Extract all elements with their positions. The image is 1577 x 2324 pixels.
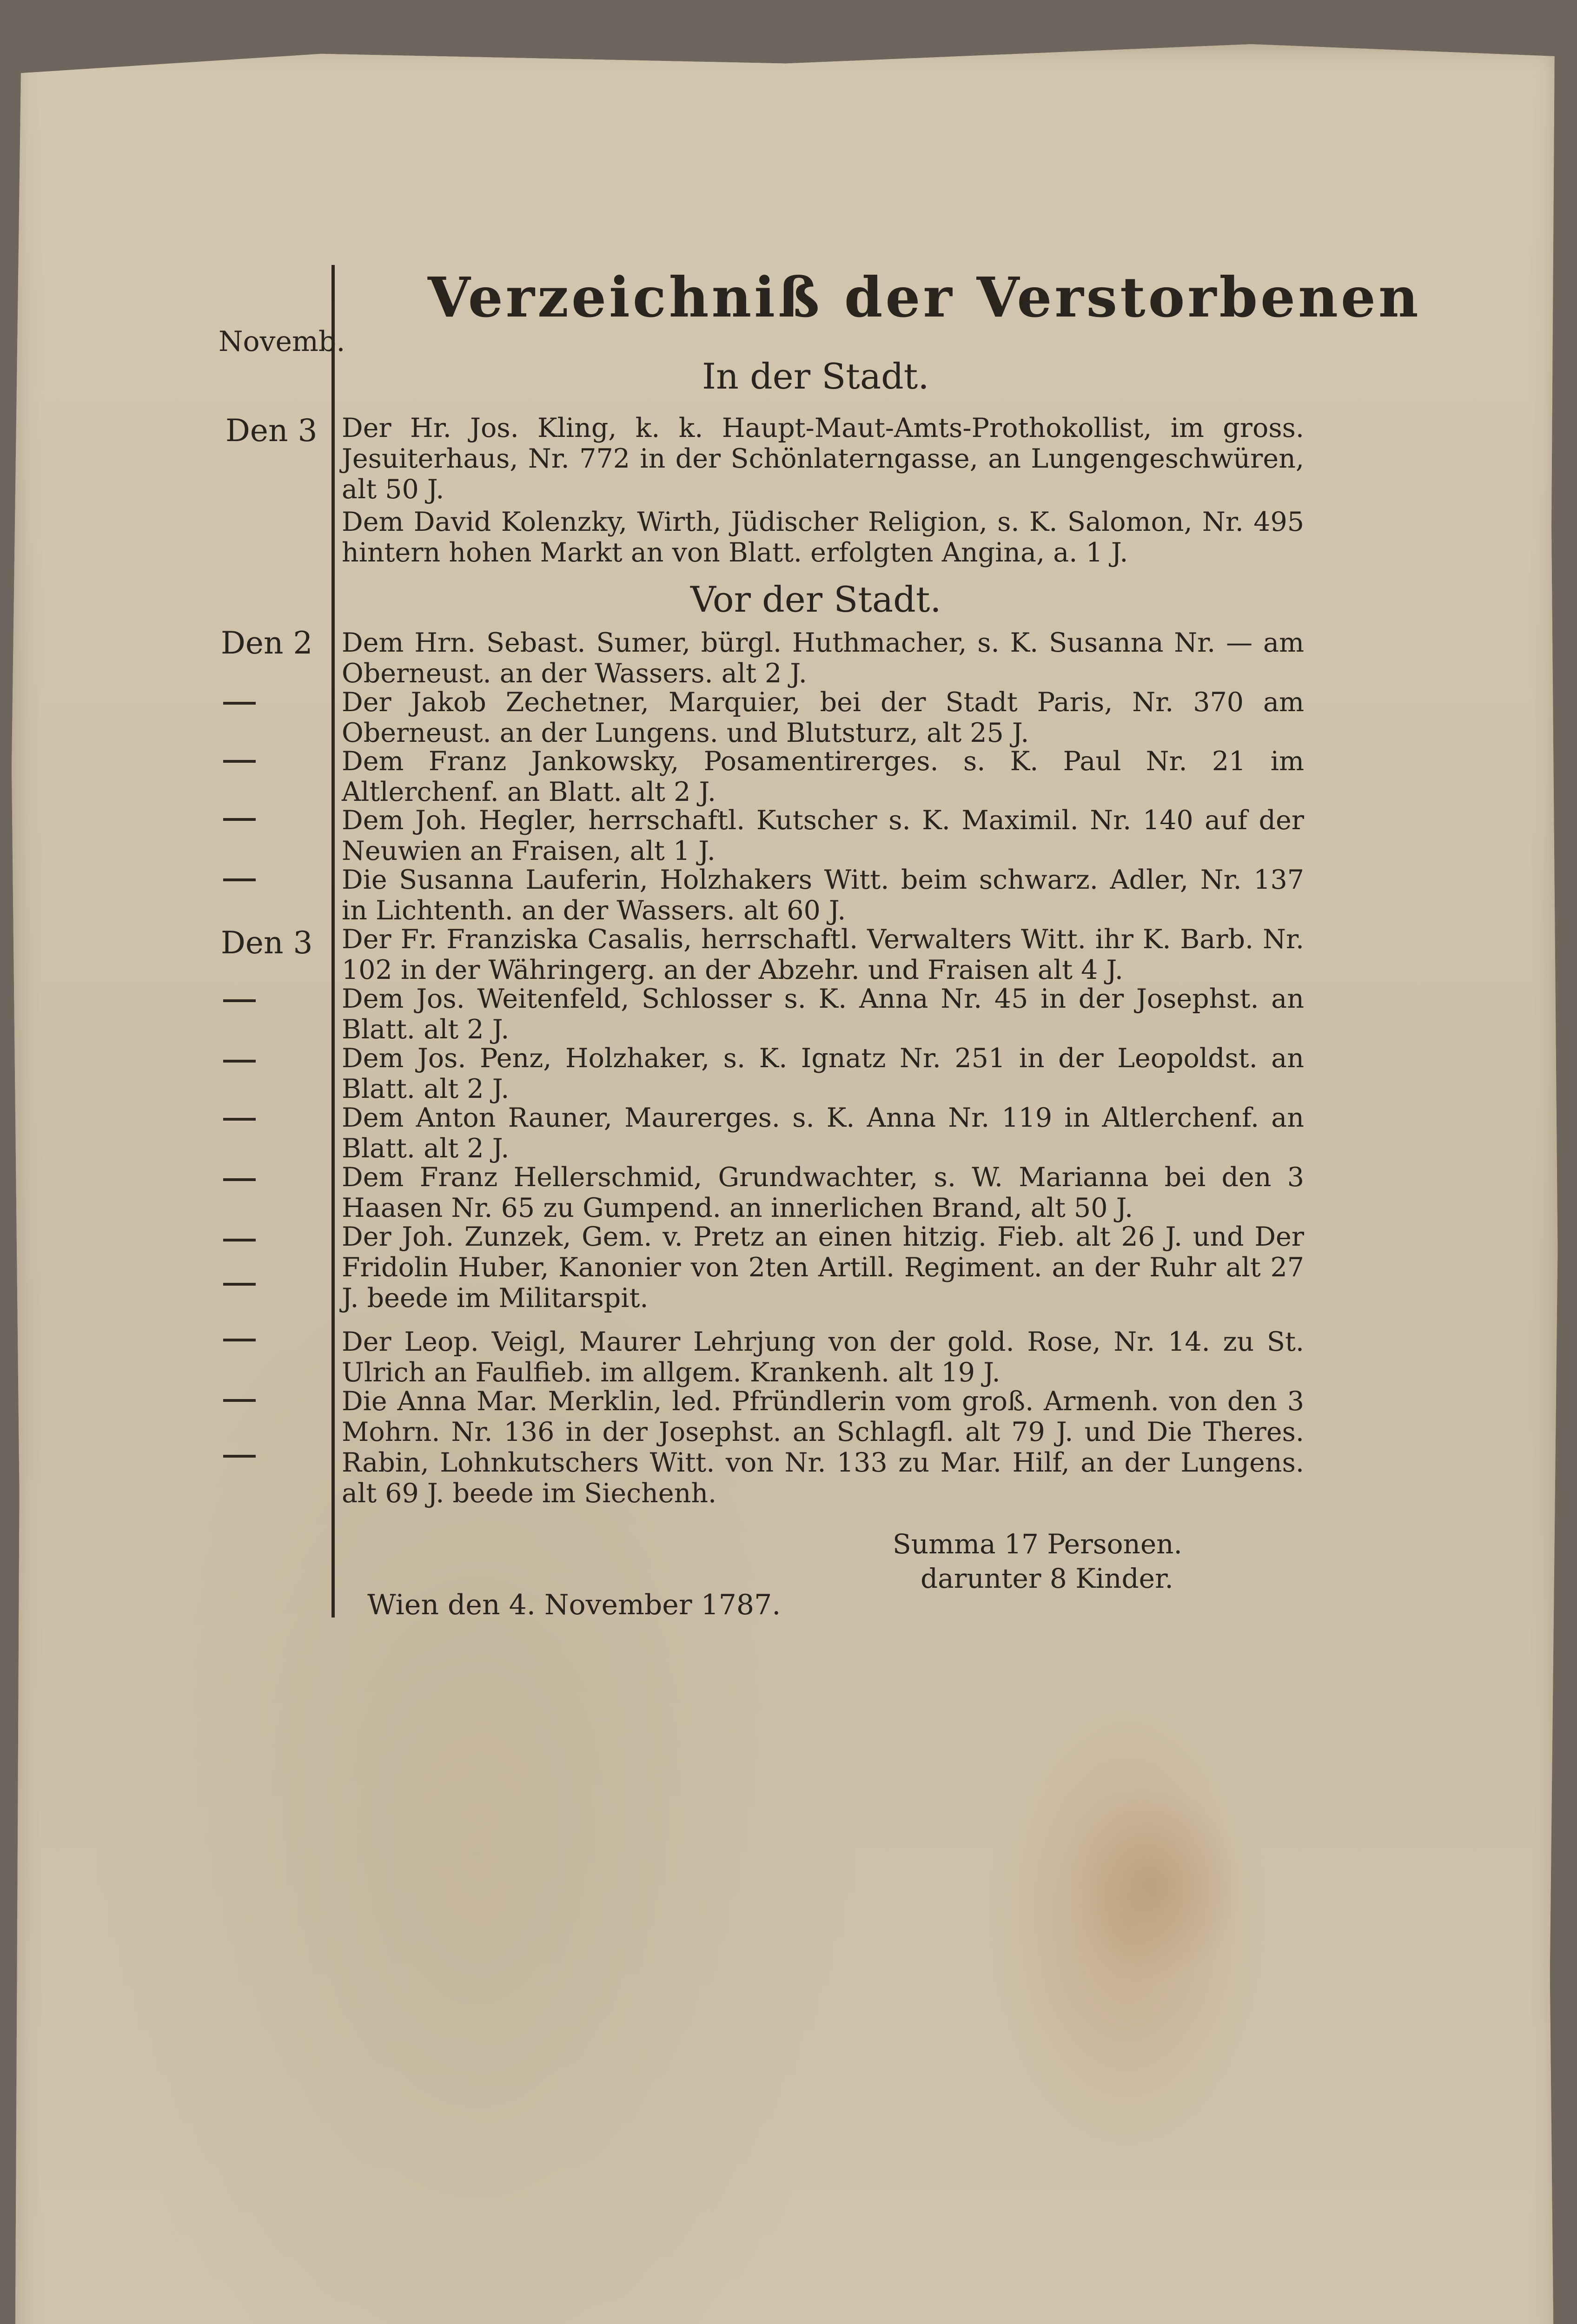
entry: Dem Joh. Hegler, herrschaftl. Kutscher s. K. Maximil. Nr. 140 auf der Neuwien an Fraisen, alt 1 J. <box>342 805 1304 866</box>
ditto-dash <box>223 999 256 1002</box>
entry: Der Hr. Jos. Kling, k. k. Haupt-Maut-Amts-Prothokollist, im gross. Jesuiterhaus, Nr. 772 in der Schönlaterngasse, an Lungengeschwüren, alt 50 J. <box>342 413 1304 505</box>
section-heading-suburbs: Vor der Stadt. <box>690 579 941 620</box>
entry: Der Jakob Zechetner, Marquier, bei der Stadt Paris, Nr. 370 am Oberneust. an der Lungens. und Blutsturz, alt 25 J. <box>342 687 1304 748</box>
ditto-dash <box>223 1283 256 1286</box>
ditto-dash <box>223 760 256 763</box>
entry: Dem David Kolenzky, Wirth, Jüdischer Religion, s. K. Salomon, Nr. 495 hintern hohen Markt an von Blatt. erfolgten Angina, a. 1 J. <box>342 507 1304 568</box>
ditto-dash <box>223 1118 256 1121</box>
entry: Dem Franz Jankowsky, Posamentirerges. s. K. Paul Nr. 21 im Altlerchenf. an Blatt. alt 2 J. <box>342 746 1304 807</box>
entry: Die Anna Mar. Merklin, led. Pfründlerin vom groß. Armenh. von den 3 Mohrn. Nr. 136 in der Josephst. an Schlagfl. alt 79 J. und Die Theres. Rabin, Lohnkutschers Witt. von Nr. 133 zu Mar. Hilf, an der Lungens. alt 69 J. beede im Siechenh. <box>342 1386 1304 1509</box>
entry: Dem Jos. Penz, Holzhaker, s. K. Ignatz Nr. 251 in der Leopoldst. an Blatt. alt 2 J. <box>342 1043 1304 1104</box>
ditto-dash <box>223 878 256 881</box>
entry: Dem Franz Hellerschmid, Grundwachter, s. W. Marianna bei den 3 Haasen Nr. 65 zu Gumpend. an innerlichen Brand, alt 50 J. <box>342 1162 1304 1223</box>
entry: Die Susanna Lauferin, Holzhakers Witt. beim schwarz. Adler, Nr. 137 in Lichtenth. an der Wassers. alt 60 J. <box>342 865 1304 926</box>
summary-persons: Summa 17 Personen. <box>893 1528 1182 1560</box>
entry: Dem Anton Rauner, Maurerges. s. K. Anna Nr. 119 in Altlerchenf. an Blatt. alt 2 J. <box>342 1103 1304 1164</box>
entry: Der Leop. Veigl, Maurer Lehrjung von der gold. Rose, Nr. 14. zu St. Ulrich an Faulfieb. im allgem. Krankenh. alt 19 J. <box>342 1327 1304 1388</box>
ditto-dash <box>223 1178 256 1181</box>
entry: Der Fr. Franziska Casalis, herrschaftl. Verwalters Witt. ihr K. Barb. Nr. 102 in der Währingerg. an der Abzehr. und Fraisen alt 4 J. <box>342 924 1304 985</box>
paper-stain <box>1065 1785 1241 1985</box>
margin-rule <box>331 265 335 1618</box>
ditto-dash <box>223 818 256 821</box>
summary-total <box>893 1527 1227 1596</box>
margin-date-den3-second: Den 3 <box>221 925 313 961</box>
section-heading-city: In der Stadt. <box>702 356 929 397</box>
ditto-dash <box>223 1060 256 1063</box>
ditto-dash <box>223 1455 256 1458</box>
month-label: Novemb. <box>219 325 345 358</box>
ditto-dash <box>223 1399 256 1402</box>
margin-date-den3: Den 3 <box>225 413 318 449</box>
ditto-dash <box>223 1239 256 1241</box>
ditto-dash <box>223 1339 256 1341</box>
margin-date-den2: Den 2 <box>221 625 313 661</box>
date-line: Wien den 4. November 1787. <box>367 1589 781 1621</box>
document-title: Verzeichniß der Verstorbenen <box>428 265 1421 330</box>
ditto-dash <box>223 702 256 705</box>
entry: Dem Hrn. Sebast. Sumer, bürgl. Huthmacher, s. K. Susanna Nr. — am Oberneust. an der Wassers. alt 2 J. <box>342 627 1304 689</box>
entry: Der Joh. Zunzek, Gem. v. Pretz an einen hitzig. Fieb. alt 26 J. und Der Fridolin Huber, Kanonier von 2ten Artill. Regiment. an der Ruhr alt 27 J. beede im Militarspit. <box>342 1221 1304 1314</box>
entry: Dem Jos. Weitenfeld, Schlosser s. K. Anna Nr. 45 in der Josephst. an Blatt. alt 2 J. <box>342 984 1304 1045</box>
summary-children: darunter 8 Kinder. <box>921 1563 1173 1594</box>
